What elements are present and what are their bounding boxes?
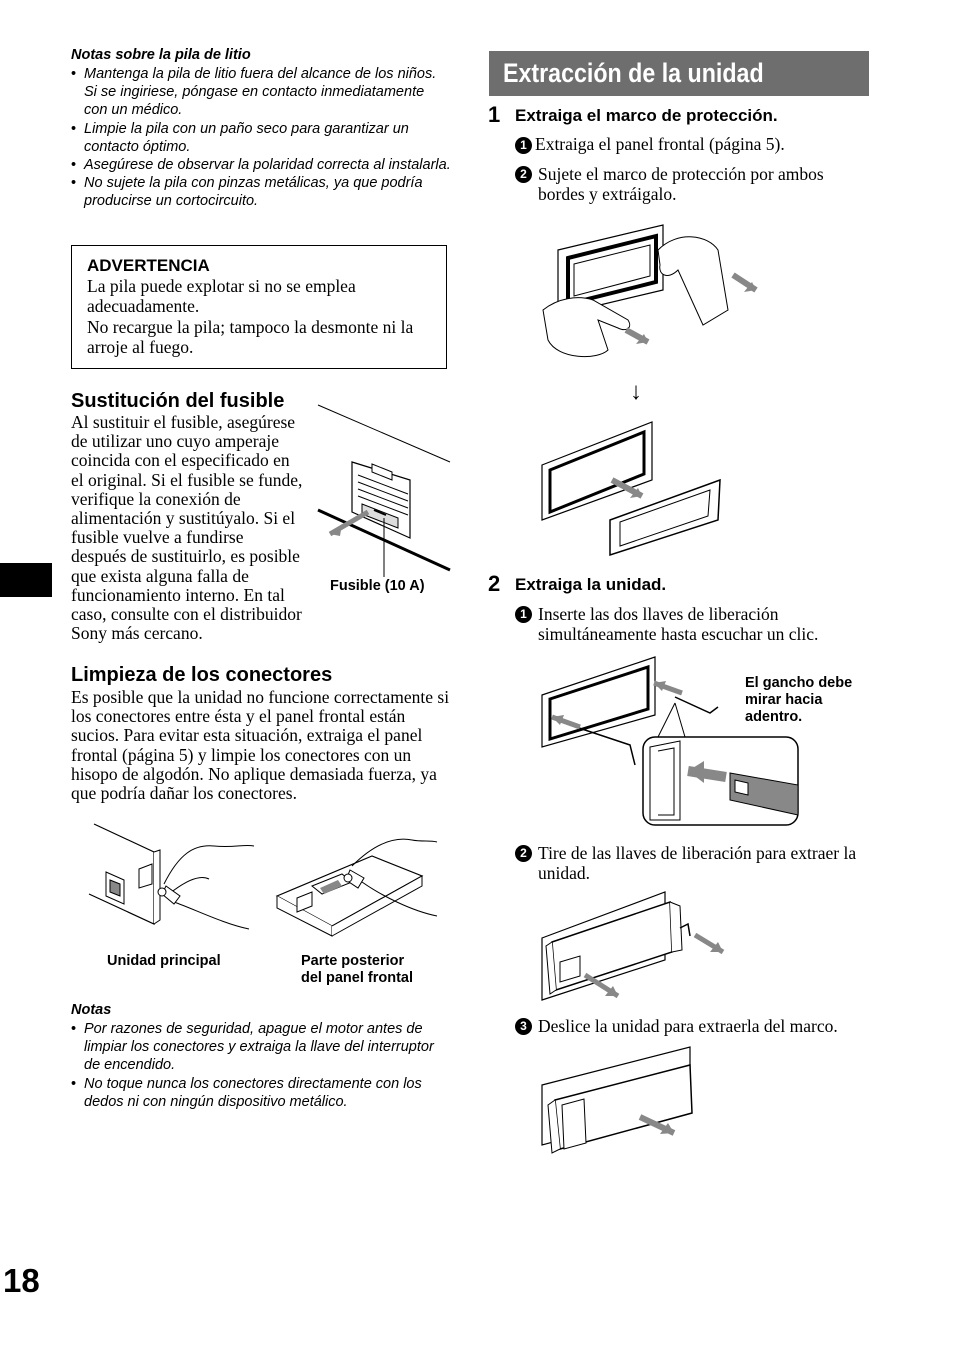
warning-title: ADVERTENCIA [87,256,210,275]
remove-frame-illustration [538,220,768,370]
slide-unit-illustration [540,1045,700,1155]
list-item: • No toque nunca los conectores directamente con los dedos ni con ningún dispositivo metálico. [71,1075,451,1111]
circled-number-icon: 1 [515,137,532,154]
notes-title: Notas [71,1002,112,1018]
step-2-sub-2: Tire de las llaves de liberación para extraer la unidad. [538,843,857,883]
pull-unit-illustration [540,890,730,1002]
warning-box [71,245,447,369]
fuse-text: Al sustituir el fusible, asegúrese de utilizar uno cuyo amperaje coincida con el especificado en el original. Si el fusible se funde, verifique la conexión de alimentación y sustitúyalo. Si el fusible vuelve a fundirse después de sustituirlo, es posible que exista alguna falla de funcionamiento interno. En tal caso, consulte con el distribuidor Sony más cercano. [71,412,303,644]
main-unit-label: Unidad principal [107,953,221,969]
circled-number-icon: 2 [515,845,532,862]
step-2-number: 2 [488,571,501,596]
hook-note-line-1: El gancho debe [745,675,853,691]
section-tab [0,563,52,597]
front-panel-back-label-line-2: del panel frontal [301,970,413,986]
warning-line-1: La pila puede explotar si no se emplea adecuadamente. [87,276,356,317]
page-number: 18 [3,1262,40,1299]
main-unit-connector-illustration [84,824,254,949]
step-2-sub-1: Inserte las dos llaves de liberación simultáneamente hasta escuchar un clic. [538,604,819,644]
list-item: • Asegúrese de observar la polaridad correcta al instalarla. [71,156,451,174]
fuse-figure-label: Fusible (10 A) [330,578,425,594]
lithium-notes-title: Notas sobre la pila de litio [71,47,251,63]
list-item: • Mantenga la pila de litio fuera del alcance de los niños. Si se ingiriese, póngase en contacto inmediatamente con un médico. [71,65,451,120]
hook-note-line-3: adentro. [745,709,803,725]
warning-line-2: No recargue la pila; tampoco la desmonte ni la arroje al fuego. [87,316,414,358]
lithium-notes-list [71,65,451,211]
frame-removed-illustration [540,420,725,560]
list-item: • Por razones de seguridad, apague el motor antes de limpiar los conectores y extraiga la llave del interruptor de encendido. [71,1020,451,1075]
step-2-sub-3: Deslice la unidad para extraerla del marco. [538,1016,838,1036]
front-panel-back-illustration [272,826,442,936]
notes-list [71,1020,451,1111]
list-item: • Limpie la pila con un paño seco para garantizar un contacto óptimo. [71,120,451,156]
step-1-title: Extraiga el marco de protección. [515,106,778,125]
step-2-title: Extraiga la unidad. [515,575,667,594]
connectors-text: Es posible que la unidad no funcione correctamente si los conectores entre ésta y el panel frontal están sucios. Para evitar esta situación, extraiga el panel frontal (página 5) y limpie los conectores con un hisopo de algodón. No aplique demasiada fuerza, ya que podría dañar los conectores. [71,687,450,804]
step-1-sub-2: Sujete el marco de protección por ambos bordes y extráigalo. [538,164,824,204]
step-1-sub-1: 1 Extraiga el panel frontal (página 5). [515,134,865,154]
circled-number-icon: 1 [515,606,532,623]
arrow-down-icon: ↓ [630,378,642,405]
front-panel-back-label-line-1: Parte posterior [301,953,405,969]
connectors-heading: Limpieza de los conectores [71,664,333,686]
fuse-illustration [300,400,455,575]
circled-number-icon: 3 [515,1018,532,1035]
step-1-number: 1 [488,102,501,127]
section-title: Extracción de la unidad [503,58,764,88]
circled-number-icon: 2 [515,166,532,183]
fuse-heading: Sustitución del fusible [71,390,285,412]
list-item: • No sujete la pila con pinzas metálicas, ya que podría producirse un cortocircuito. [71,174,451,210]
hook-note-line-2: mirar hacia [745,692,823,708]
